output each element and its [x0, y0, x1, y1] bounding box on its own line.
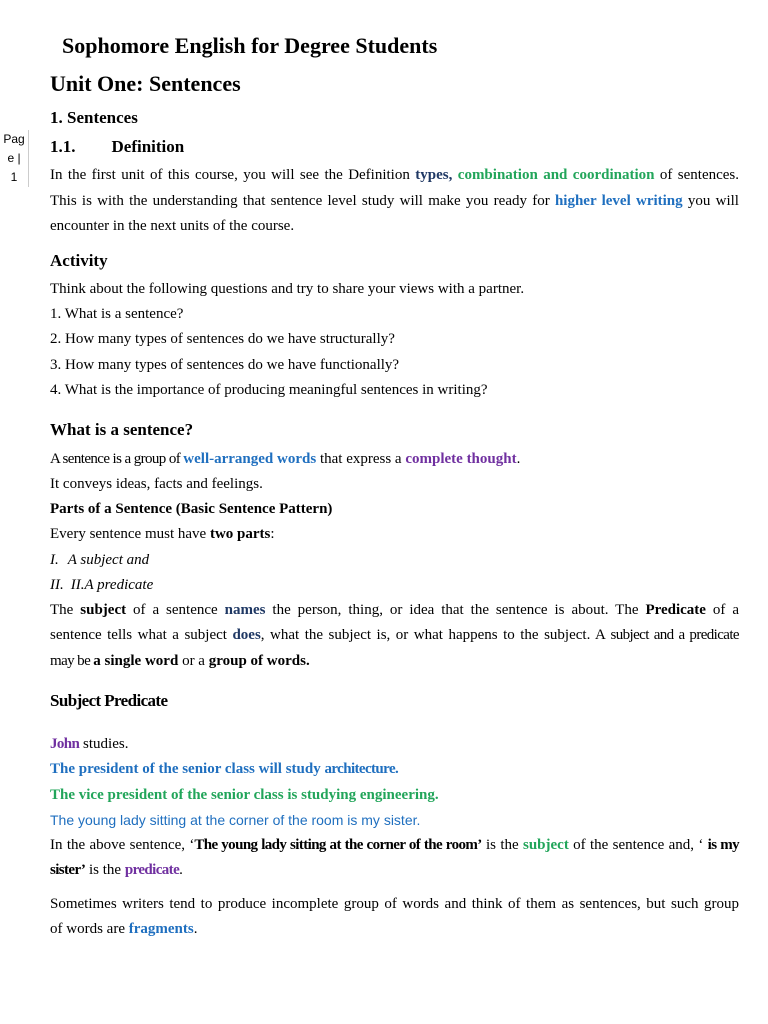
analysis-line-2: sister’ is the predicate.	[50, 862, 183, 878]
activity-heading: Activity	[50, 251, 108, 270]
activity-question-4: 4. What is the importance of producing meaningful sentences in writing?	[50, 382, 488, 398]
list-item-subject: I. A subject and	[50, 552, 150, 568]
page-label-1: Pag	[3, 132, 25, 146]
keyword-subject: subject	[523, 837, 569, 853]
page-number: 1	[10, 170, 18, 184]
course-title: Sophomore English for Degree Students	[62, 33, 438, 58]
keyword-names: names	[224, 602, 266, 618]
keyword-does: does	[232, 627, 261, 643]
every-sentence-line: Every sentence must have two parts:	[50, 526, 275, 542]
keyword-higher-level-writing: higher level writing	[554, 193, 683, 209]
analysis-line-1: In the above sentence, ‘The young lady sitting at the corner of the room’ is the subject of the sentence and, ‘ is my	[50, 837, 739, 853]
conveys-line: It conveys ideas, facts and feelings.	[50, 476, 263, 492]
explain-line-1: The subject of a sentence names the person, thing, or idea that the sentence is about. The Predicate of a	[50, 602, 739, 618]
explain-line-2: sentence tells what a subject does, what the subject is, or what happens to the subject. A subject and a predicate	[50, 627, 739, 643]
keyword-complete-thought: complete thought	[405, 451, 517, 467]
section-title: Definition	[111, 137, 185, 156]
activity-question-3: 3. How many types of sentences do we have functionally?	[50, 357, 400, 373]
unit-title: Unit One: Sentences	[50, 71, 241, 96]
activity-question-1: 1. What is a sentence?	[50, 306, 184, 322]
fragments-line-2: of words are fragments.	[50, 921, 198, 937]
page-label-2: e |	[7, 151, 21, 165]
example-1: John studies.	[50, 736, 129, 752]
example-4: The young lady sitting at the corner of the room is my sister.	[50, 812, 421, 828]
explain-line-3: may be a single word or a group of words.	[50, 653, 310, 669]
section-heading-1-1	[50, 138, 184, 156]
page-number-marker	[0, 130, 29, 187]
parts-heading: Parts of a Sentence (Basic Sentence Pattern)	[50, 501, 333, 517]
example-2: The president of the senior class will study architecture.	[50, 761, 399, 777]
fragments-line-1: Sometimes writers tend to produce incomplete group of words and think of them as sentences, but such group	[50, 896, 739, 912]
sentence-definition: A sentence is a group of well-arranged words that express a complete thought.	[50, 451, 521, 467]
what-is-heading: What is a sentence?	[50, 420, 194, 439]
examples-heading: Subject Predicate	[50, 691, 168, 710]
keyword-types: types,	[415, 167, 453, 183]
activity-instruction: Think about the following questions and try to share your views with a partner.	[50, 281, 525, 297]
intro-line-3: encounter in the next units of the course.	[50, 218, 295, 234]
section-heading-1: 1. Sentences	[50, 108, 138, 127]
list-item-predicate: II. II.A predicate	[50, 577, 154, 593]
activity-question-2: 2. How many types of sentences do we have structurally?	[50, 331, 395, 347]
keyword-combination: combination and coordination	[457, 167, 655, 183]
intro-line-1: In the first unit of this course, you will see the Definition types, combination and coordination of sentences.	[50, 167, 740, 183]
keyword-well-arranged-words: well-arranged words	[183, 451, 317, 467]
keyword-fragments: fragments	[128, 921, 194, 937]
section-number: 1.1.	[50, 137, 76, 156]
keyword-predicate: predicate	[124, 862, 180, 878]
example-3: The vice president of the senior class is studying engineering.	[50, 787, 439, 803]
intro-line-2: This is with the understanding that sentence level study will make you ready for higher level writing you will	[50, 193, 739, 209]
